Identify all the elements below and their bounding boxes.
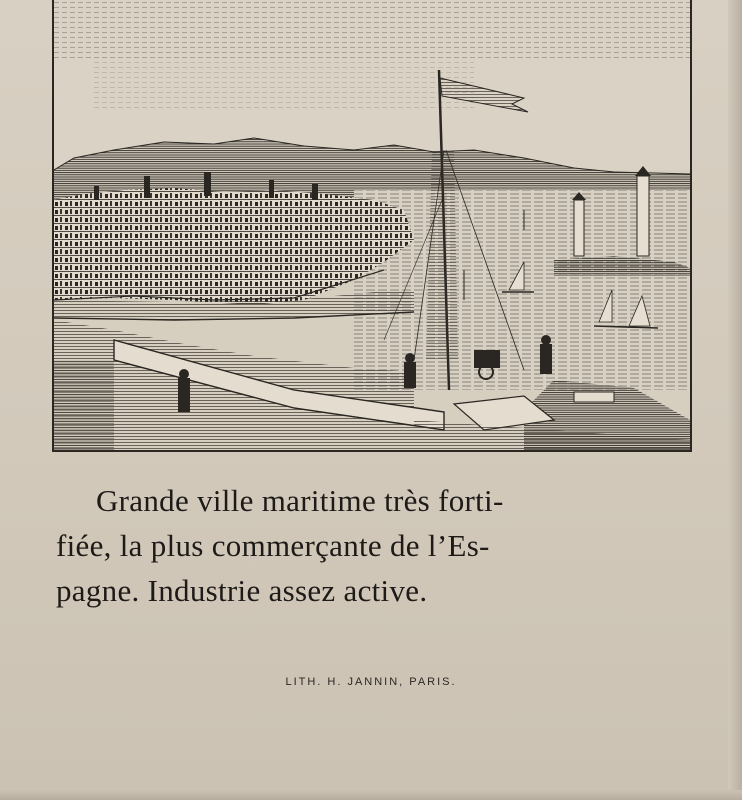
caption-line-2: fiée, la plus commerçante de l’Es- (56, 528, 490, 563)
printer-imprint: LITH. H. JANNIN, PARIS. (285, 676, 457, 688)
engraving-drawing (54, 0, 690, 450)
caption-text (56, 478, 696, 613)
card-edge-bottom (0, 790, 742, 800)
caption-line-1: Grande ville maritime très forti- (96, 483, 504, 518)
caption-line-3: pagne. Industrie assez active. (56, 573, 428, 608)
harbor-city-engraving (52, 0, 692, 452)
